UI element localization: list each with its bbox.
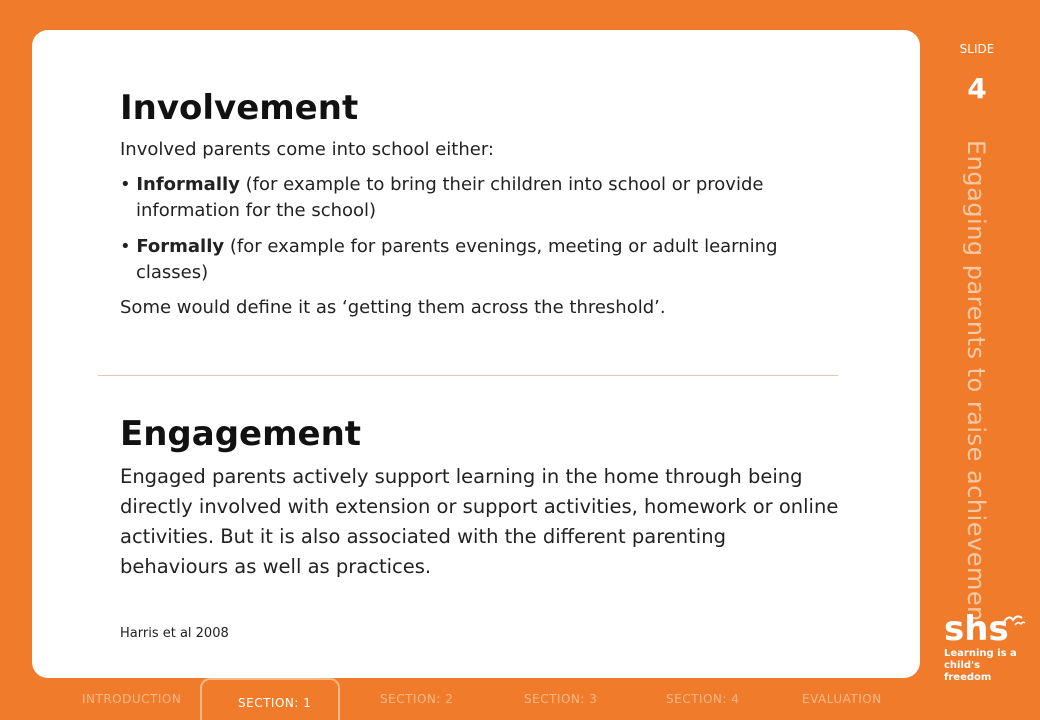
involvement-heading: Involvement — [120, 88, 359, 128]
slide-label: SLIDE — [959, 42, 995, 56]
bullet-text: (for example to bring their children into school or provide information for the school) — [136, 174, 764, 221]
involvement-section — [120, 88, 840, 320]
bullet-informally: • Informally (for example to bring their children into school or provide information for the school) — [120, 174, 764, 221]
nav-evaluation[interactable]: EVALUATION — [802, 692, 882, 706]
vertical-title: Engaging parents to raise achievement — [962, 140, 990, 632]
nav-section-1-label: SECTION: 1 — [238, 696, 312, 710]
nav-section-1[interactable] — [200, 678, 340, 720]
logo-tagline-1: Learning is a — [944, 648, 1017, 659]
section-divider — [98, 375, 838, 376]
bullet-bold: Formally — [136, 236, 225, 257]
bird-icon — [1002, 612, 1026, 628]
slide-card — [32, 30, 920, 678]
nav-section-4[interactable]: SECTION: 4 — [666, 692, 740, 706]
bullet-text: (for example for parents evenings, meeting or adult learning classes) — [136, 236, 778, 283]
involvement-closing: Some would define it as ‘getting them across the threshold’. — [120, 297, 666, 318]
citation: Harris et al 2008 — [120, 626, 229, 641]
bullet-formally: • Formally (for example for parents evenings, meeting or adult learning classes) — [120, 236, 778, 283]
bullet-bold: Informally — [136, 174, 240, 195]
nav-section-3[interactable]: SECTION: 3 — [524, 692, 598, 706]
engagement-section — [120, 414, 840, 582]
shs-logo — [944, 609, 1030, 683]
engagement-heading: Engagement — [120, 414, 362, 454]
slide-number: 4 — [967, 72, 987, 105]
logo-tagline-2: child's freedom — [944, 660, 992, 683]
engagement-text: Engaged parents actively support learning in the home through being directly involved with extension or support activities, homework or online activities. But it is also associated with the different parenting behaviours as well as practices. — [120, 465, 839, 578]
logo-word: shs — [944, 609, 1009, 649]
involvement-intro: Involved parents come into school either: — [120, 139, 494, 160]
section-nav — [0, 678, 1040, 720]
nav-section-2[interactable]: SECTION: 2 — [380, 692, 454, 706]
nav-introduction[interactable]: INTRODUCTION — [82, 692, 182, 706]
